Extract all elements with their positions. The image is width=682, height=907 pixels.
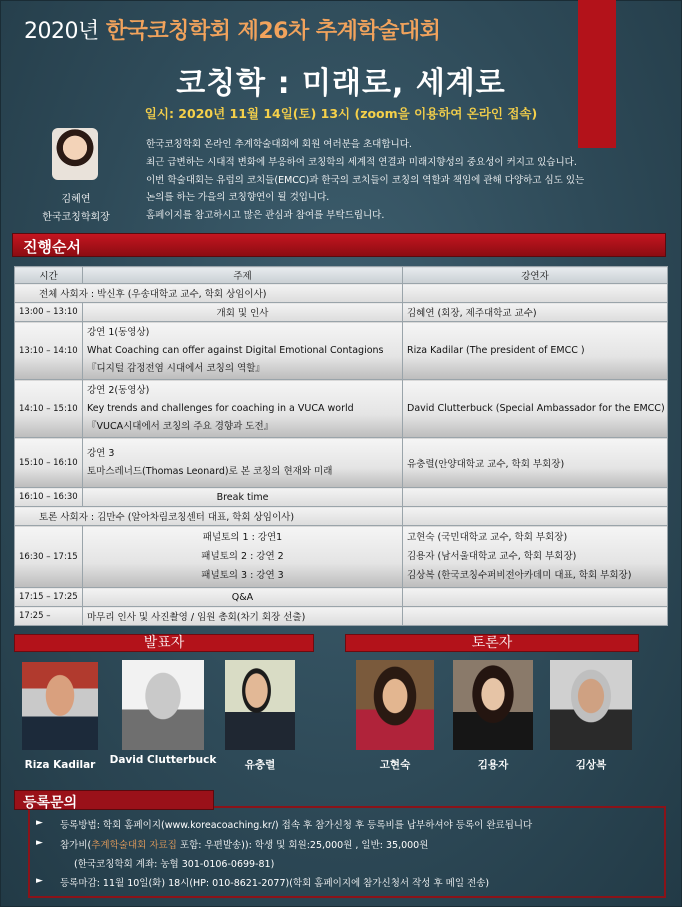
panelist-name: 김상복 — [575, 759, 607, 771]
topic-line: 패널토의 3 : 강연 3 — [201, 570, 284, 581]
topic-cell: Break time — [83, 488, 403, 507]
speaker-line: 김상복 (한국코칭수퍼비전아카데미 대표, 학회 부회장) — [407, 570, 632, 581]
speaker-cell — [403, 526, 668, 588]
table-row — [15, 322, 668, 380]
presenters-header: 발표자 — [14, 634, 314, 652]
time-cell: 13:10 – 14:10 — [15, 322, 83, 380]
arrow-bullet-icon: ► — [36, 876, 43, 886]
panelist-photo — [550, 660, 632, 750]
topic-cell — [83, 526, 403, 588]
event-name: 한국코칭학회 제26차 추계학술대회 — [105, 19, 441, 44]
fee-highlight: 추계학술대회 자료집 — [91, 840, 177, 851]
intro-line: 최근 급변하는 시대적 변화에 부응하여 코칭학의 세계적 연결과 미래지향성의 중요성이 커지고 있습니다. — [146, 156, 577, 168]
presenter-photo — [122, 660, 204, 750]
time-cell: 15:10 – 16:10 — [15, 438, 83, 488]
table-row — [15, 303, 668, 322]
empty-cell — [403, 488, 668, 507]
topic-line: 강연 3 — [87, 447, 115, 459]
topic-line: 강연 1(동영상) — [87, 326, 150, 338]
time-cell: 17:25 – — [15, 607, 83, 626]
intro-line: 홈페이지를 참고하시고 많은 관심과 참여를 부탁드립니다. — [146, 210, 385, 222]
empty-cell — [403, 588, 668, 607]
topic-line: What Coaching can offer against Digital Emotional Contagions — [87, 344, 384, 356]
table-header-row — [15, 267, 668, 284]
fee-amounts: 포함: 우편발송)): 학생 및 회원:25,000원 , 일반: 35,000원 — [176, 840, 429, 851]
intro-line: 이번 학술대회는 유럽의 코치들(EMCC)과 한국의 코치들이 코칭의 역할과 책임에 관해 다양하고 심도 있는 — [146, 174, 585, 186]
arrow-bullet-icon: ► — [36, 818, 43, 828]
panelist-photo — [453, 660, 533, 750]
table-row — [15, 526, 668, 588]
host-title: 한국코칭학회장 — [42, 212, 110, 223]
schedule-table — [14, 266, 668, 626]
presenter-photo — [22, 662, 98, 750]
panel-header: 토론자 — [345, 634, 639, 652]
topic-cell — [83, 380, 403, 438]
table-row — [15, 438, 668, 488]
registration-method: 등록방법: 학회 홈페이지(www.koreacoaching.kr/) 접속 후 참가신청 후 등록비를 납부하셔야 등록이 완료됩니다 — [60, 820, 533, 831]
panelist-name: 김용자 — [477, 759, 509, 771]
progress-section-title: 진행순서 — [23, 238, 81, 256]
host-photo — [52, 128, 98, 180]
panelist-name: 고현숙 — [379, 759, 411, 771]
speaker-cell: 김혜연 (회장, 제주대학교 교수) — [403, 303, 668, 322]
registration-deadline: 등록마감: 11월 10일(화) 18시(HP: 010-8621-2077)(학회 홈페이지에 참가신청서 작성 후 메일 전송) — [60, 878, 490, 889]
registration-account: (한국코칭학회 계좌: 농협 301-0106-0699-81) — [74, 859, 275, 870]
table-row — [15, 588, 668, 607]
time-cell: 14:10 – 15:10 — [15, 380, 83, 438]
speaker-cell: Riza Kadilar (The president of EMCC ) — [403, 322, 668, 380]
time-cell: 13:00 – 13:10 — [15, 303, 83, 322]
fee-label: 참가비( — [60, 840, 92, 851]
topic-cell — [83, 438, 403, 488]
header-topic: 주제 — [83, 267, 403, 284]
topic-line: 패널토의 2 : 강연 2 — [201, 551, 284, 562]
mc-cell: 토론 사회자 : 김만수 (알아차림코칭센터 대표, 학회 상임이사) — [15, 507, 403, 526]
topic-line: 『디지털 감정전염 시대에서 코칭의 역할』 — [87, 362, 265, 374]
host-name: 김혜연 — [61, 194, 91, 205]
speaker-cell: 유충렬(안양대학교 교수, 학회 부회장) — [403, 438, 668, 488]
empty-cell — [403, 607, 668, 626]
presenter-photo — [225, 660, 295, 750]
topic-line: Key trends and challenges for coaching in a VUCA world — [87, 402, 354, 414]
presenter-name: Riza Kadilar — [24, 759, 96, 771]
registration-title: 등록문의 — [23, 795, 78, 811]
speaker-cell: David Clutterbuck (Special Ambassador for the EMCC) — [403, 380, 668, 438]
event-year: 2020년 — [24, 19, 99, 44]
topic-line: 『VUCA시대에서 코칭의 주요 경향과 도전』 — [87, 420, 274, 432]
registration-header — [14, 790, 214, 810]
empty-cell — [403, 507, 668, 526]
progress-section-bar — [12, 233, 666, 257]
empty-cell — [403, 284, 668, 303]
header-time: 시간 — [15, 267, 83, 284]
table-row — [15, 607, 668, 626]
table-row — [15, 507, 668, 526]
topic-cell: Q&A — [83, 588, 403, 607]
table-row — [15, 284, 668, 303]
panelist-photo — [356, 660, 434, 750]
header-speaker: 강연자 — [403, 267, 668, 284]
topic-cell — [83, 322, 403, 380]
time-cell: 16:10 – 16:30 — [15, 488, 83, 507]
date-line: 일시: 2020년 11월 14일(토) 13시 (zoom을 이용하여 온라인 접속) — [144, 106, 538, 121]
speaker-line: 고현숙 (국민대학교 교수, 학회 부회장) — [407, 532, 568, 543]
topic-line: 토마스레너드(Thomas Leonard)로 본 코칭의 현재와 미래 — [87, 465, 333, 477]
registration-fee — [60, 837, 428, 851]
intro-line: 한국코칭학회 온라인 추계학술대회에 회원 여러분을 초대합니다. — [146, 139, 412, 150]
topic-line: 강연 2(동영상) — [87, 384, 150, 396]
arrow-bullet-icon: ► — [36, 838, 43, 848]
presenter-name: David Clutterbuck — [109, 754, 217, 766]
table-row — [15, 380, 668, 438]
mc-cell: 전체 사회자 : 박신후 (우송대학교 교수, 학회 상임이사) — [15, 284, 403, 303]
time-cell: 16:30 – 17:15 — [15, 526, 83, 588]
main-title: 코칭학 : 미래로, 세계로 — [176, 66, 506, 101]
intro-line: 논의를 하는 가을의 코칭향연이 될 것입니다. — [146, 192, 330, 204]
topic-cell: 마무리 인사 및 사진촬영 / 임원 총회(차기 회장 선출) — [83, 607, 403, 626]
topic-cell: 개회 및 인사 — [83, 303, 403, 322]
event-title — [24, 14, 440, 45]
intro-text — [146, 136, 616, 225]
table-row — [15, 488, 668, 507]
topic-line: 패널토의 1 : 강연1 — [202, 532, 283, 543]
time-cell: 17:15 – 17:25 — [15, 588, 83, 607]
speaker-line: 김용자 (남서울대학교 교수, 학회 부회장) — [407, 551, 577, 562]
presenter-name: 유충렬 — [244, 759, 276, 771]
